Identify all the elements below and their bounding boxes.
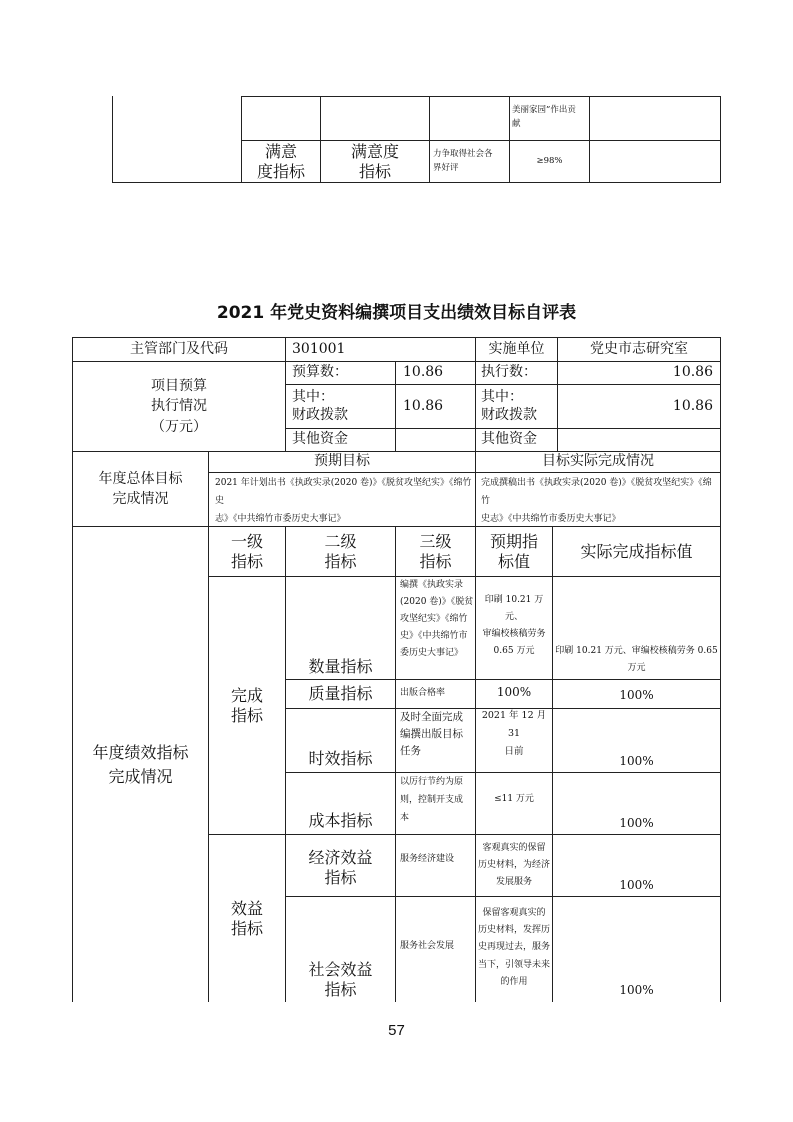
row-expected: 客观真实的保留 历史材料，为经济 发展服务 xyxy=(477,842,550,888)
unit-value: 党史市志研究室 xyxy=(590,340,688,357)
fiscal-exec-label: 其中： 财政拨款 xyxy=(481,389,537,423)
row-expected: 2021 年 12 月 31 日前 xyxy=(481,709,547,758)
row-actual: 印刷 10.21 万元、审编校核稿劳务 0.65 万元 xyxy=(555,645,718,673)
row-expected: ≤11 万元 xyxy=(494,794,534,805)
budget-label: 项目预算 执行情况 （万元） xyxy=(151,378,207,435)
col-actual: 实际完成指标值 xyxy=(580,541,693,561)
row-l2: 经济效益 指标 xyxy=(308,848,373,887)
other-funds-label: 其他资金 xyxy=(292,431,348,448)
row-l2: 质量指标 xyxy=(308,684,373,703)
prev-l1-satisfaction: 满意 度指标 xyxy=(256,142,305,181)
row-actual: 100% xyxy=(619,816,654,830)
row-l3: 服务社会发展 xyxy=(400,941,455,952)
col-l3: 三级 指标 xyxy=(419,531,452,571)
exec-num-value: 10.86 xyxy=(672,364,713,381)
fiscal-budget-value: 10.86 xyxy=(403,397,444,414)
row-l2: 成本指标 xyxy=(308,811,373,830)
dept-label: 主管部门及代码 xyxy=(130,340,228,357)
row-actual: 100% xyxy=(619,878,654,892)
overall-label: 年度总体目标 完成情况 xyxy=(98,470,183,507)
col-expected: 预期指 标值 xyxy=(489,531,538,571)
row-l2: 数量指标 xyxy=(308,657,373,676)
row-expected: 保留客观真实的 历史材料，发挥历 史再现过去，服务 当下，引领导未来 的作用 xyxy=(477,908,550,987)
row-expected: 印刷 10.21 万元、 审编校核稿劳务 0.65 万元 xyxy=(482,594,546,657)
prev-l2-satisfaction: 满意度 指标 xyxy=(350,142,399,181)
actual-completion-text: 完成撰稿出书《执政实录(2020 卷)》《脱贫攻坚纪实》《绵竹 史志》《中共绵竹市委历史大事记》 xyxy=(481,478,712,524)
expected-target-text: 2021 年计划出书《执政实录(2020 卷)》《脱贫攻坚纪实》《绵竹史 志》《中共绵竹市委历史大事记》 xyxy=(215,478,472,524)
budget-num-label: 预算数： xyxy=(292,364,348,381)
actual-completion-label: 目标实际完成情况 xyxy=(542,453,654,470)
col-l2: 二级 指标 xyxy=(324,531,357,571)
row-l3: 及时全面完成 编撰出版目标 任务 xyxy=(400,711,463,757)
group-completion: 完成 指标 xyxy=(230,685,263,725)
budget-num-value: 10.86 xyxy=(403,364,444,381)
group-benefit: 效益 指标 xyxy=(230,898,263,938)
prev-indicator: 力争取得社会各 界好评 xyxy=(433,148,493,173)
prev-target: ≥98% xyxy=(536,155,563,166)
row-l3: 出版合格率 xyxy=(400,688,446,699)
exec-num-label: 执行数： xyxy=(481,364,537,381)
expected-target-label: 预期目标 xyxy=(314,453,370,470)
row-l2: 时效指标 xyxy=(308,749,373,768)
row-l3: 服务经济建设 xyxy=(400,854,455,865)
row-actual: 100% xyxy=(619,983,654,997)
row-actual: 100% xyxy=(619,687,654,702)
row-l3: 编撰《执政实录 (2020 卷)》《脱贫 攻坚纪实》《绵竹 史》《中共绵竹市 委历史大事记》 xyxy=(400,580,474,659)
row-actual: 100% xyxy=(619,754,654,768)
page-number: 57 xyxy=(388,1022,405,1039)
col-l1: 一级 指标 xyxy=(230,531,263,571)
unit-label: 实施单位 xyxy=(488,340,545,357)
perf-label: 年度绩效指标 完成情况 xyxy=(92,743,189,786)
page-title: 2021 年党史资料编撰项目支出绩效目标自评表 xyxy=(216,303,577,323)
dept-code: 301001 xyxy=(292,340,346,357)
row-l2: 社会效益 指标 xyxy=(308,960,373,999)
row-l3: 以厉行节约为原 则，控制开支成 本 xyxy=(400,777,464,823)
prev-cell-contribute: 美丽家园”作出贡 献 xyxy=(512,105,576,129)
fiscal-label: 其中： 财政拨款 xyxy=(292,389,348,423)
other-funds-exec-label: 其他资金 xyxy=(481,431,537,448)
row-expected: 100% xyxy=(496,684,532,699)
fiscal-exec-value: 10.86 xyxy=(672,397,713,414)
